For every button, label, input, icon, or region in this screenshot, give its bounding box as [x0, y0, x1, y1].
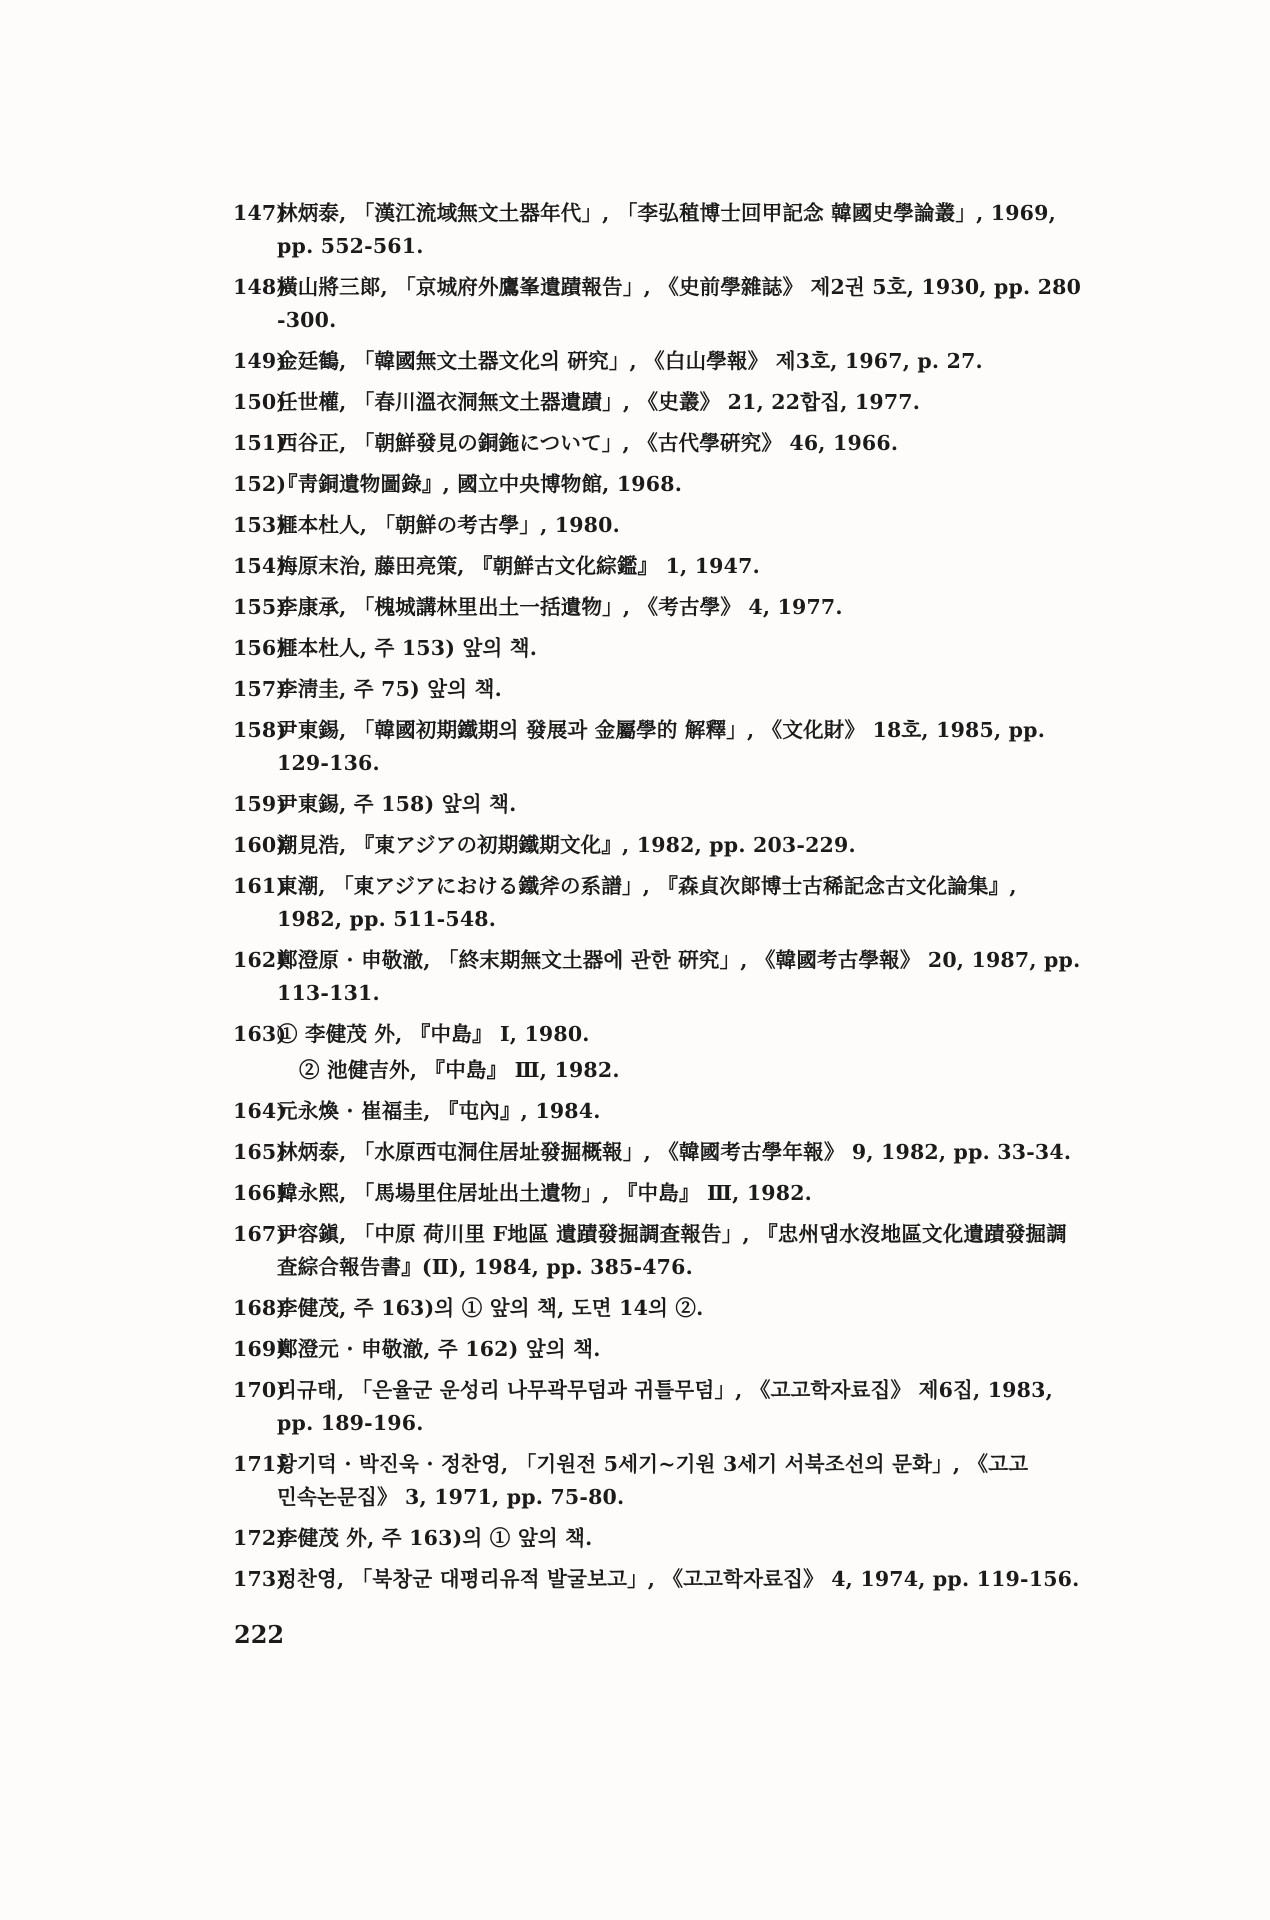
footnote-item — [233, 510, 1133, 540]
footnote-item — [233, 1178, 1133, 1208]
footnote-number: 168) — [233, 1296, 287, 1320]
footnote-continuation: pp. 189-196. — [277, 1411, 424, 1435]
footnote-item — [233, 674, 1133, 704]
footnote-number: 161) — [233, 874, 287, 898]
footnote-number: 147) — [233, 201, 287, 225]
footnote-item — [233, 1523, 1133, 1553]
footnote-number: 156) — [233, 636, 287, 660]
footnote-text: 榧本杜人, 「朝鮮の考古學」, 1980. — [277, 513, 620, 537]
footnote-text: 鄭澄原 · 申敬澈, 「終末期無文土器에 관한 硏究」, 《韓國考古學報》 20, 1987, pp. — [277, 948, 1081, 972]
footnote-item — [233, 198, 1133, 261]
footnote-item — [233, 1334, 1133, 1364]
footnote-text: 橫山將三郞, 「京城府外鷹峯遺蹟報告」, 《史前學雜誌》 제2권 5호, 1930, pp. 280 — [277, 275, 1082, 299]
footnote-number: 157) — [233, 677, 287, 701]
footnote-continuation: 査綜合報告書』(Ⅱ), 1984, pp. 385-476. — [277, 1255, 693, 1279]
footnote-number: 154) — [233, 554, 287, 578]
footnote-text: 정찬영, 「북창군 대평리유적 발굴보고」, 《고고학자료집》 4, 1974, pp. 119-156. — [277, 1567, 1080, 1591]
footnote-item — [233, 551, 1133, 581]
footnote-text: 李健茂, 주 163)의 ① 앞의 책, 도면 14의 ②. — [277, 1296, 704, 1320]
footnote-item — [233, 387, 1133, 417]
page-number: 222 — [234, 1620, 285, 1649]
footnote-continuation: pp. 552-561. — [277, 234, 424, 258]
footnote-item — [233, 1137, 1133, 1167]
footnote-number: 158) — [233, 718, 287, 742]
footnote-number: 170) — [233, 1378, 287, 1402]
footnote-text: 尹東錫, 「韓國初期鐵期의 發展과 金屬學的 解釋」, 《文化財》 18호, 1985, pp. — [277, 718, 1046, 742]
footnote-text: 韓永熙, 「馬場里住居址出土遺物」, 『中島』 Ⅲ, 1982. — [277, 1181, 813, 1205]
footnote-text: 李健茂 外, 주 163)의 ① 앞의 책. — [277, 1526, 593, 1550]
footnote-item — [233, 1219, 1133, 1282]
footnote-number: 151) — [233, 431, 287, 455]
footnote-text: ① 李健茂 外, 『中島』 Ⅰ, 1980. — [277, 1022, 590, 1046]
footnote-number: 155) — [233, 595, 287, 619]
footnote-number: 159) — [233, 792, 287, 816]
footnote-continuation: 민속논문집》 3, 1971, pp. 75-80. — [277, 1485, 625, 1509]
footnote-continuation: 129-136. — [277, 751, 380, 775]
footnote-number: 150) — [233, 390, 287, 414]
footnote-number: 163) — [233, 1022, 287, 1046]
footnote-list — [233, 198, 1133, 1605]
footnote-number: 166) — [233, 1181, 287, 1205]
footnote-text: 金廷鶴, 「韓國無文土器文化의 硏究」, 《白山學報》 제3호, 1967, p. 27. — [277, 349, 983, 373]
footnote-text: 鄭澄元 · 申敬澈, 주 162) 앞의 책. — [277, 1337, 601, 1361]
footnote-text: 『靑銅遺物圖錄』, 國立中央博物館, 1968. — [277, 472, 683, 496]
footnote-text: 리규태, 「은율군 운성리 나무곽무덤과 귀틀무덤」, 《고고학자료집》 제6집, 1983, — [277, 1378, 1053, 1402]
footnote-text: 梅原末治, 藤田亮策, 『朝鮮古文化綜鑑』 1, 1947. — [277, 554, 760, 578]
footnote-item — [233, 1449, 1133, 1512]
footnote-text: 李康承, 「槐城講林里出土一括遺物」, 《考古學》 4, 1977. — [277, 595, 843, 619]
footnote-text: 李淸圭, 주 75) 앞의 책. — [277, 677, 502, 701]
footnote-number: 148) — [233, 275, 287, 299]
footnote-number: 153) — [233, 513, 287, 537]
footnote-subitem: ② 池健吉外, 『中島』 Ⅲ, 1982. — [299, 1058, 620, 1082]
footnote-number: 172) — [233, 1526, 287, 1550]
footnote-item — [233, 945, 1133, 1008]
footnote-item — [233, 428, 1133, 458]
footnote-number: 169) — [233, 1337, 287, 1361]
footnote-item — [233, 1564, 1133, 1594]
footnote-text: 황기덕 · 박진욱 · 정찬영, 「기원전 5세기~기원 3세기 서북조선의 문화」, 《고고 — [277, 1452, 1029, 1476]
footnote-item — [233, 1096, 1133, 1126]
footnote-item — [233, 633, 1133, 663]
footnote-text: 東潮, 「東アジアにおける鐵斧の系譜」, 『森貞次郞博士古稀記念古文化論集』, — [277, 874, 1017, 898]
footnote-text: 尹東錫, 주 158) 앞의 책. — [277, 792, 517, 816]
footnote-number: 152) — [233, 472, 287, 496]
footnote-item — [233, 1375, 1133, 1438]
footnote-number: 162) — [233, 948, 287, 972]
footnote-number: 171) — [233, 1452, 287, 1476]
footnote-continuation: 1982, pp. 511-548. — [277, 907, 497, 931]
footnote-number: 173) — [233, 1567, 287, 1591]
footnote-text: 榧本杜人, 주 153) 앞의 책. — [277, 636, 538, 660]
footnote-continuation: 113-131. — [277, 981, 380, 1005]
footnote-text: 林炳泰, 「漢江流域無文土器年代」, 「李弘稙博士回甲記念 韓國史學論叢」, 1969, — [277, 201, 1056, 225]
footnote-text: 任世權, 「春川溫衣洞無文土器遺蹟」, 《史叢》 21, 22합집, 1977. — [277, 390, 921, 414]
footnote-text: 尹容鎭, 「中原 荷川里 F地區 遺蹟發掘調査報告」, 『忠州댐水沒地區文化遺蹟發掘調 — [277, 1222, 1067, 1246]
footnote-item — [233, 346, 1133, 376]
footnote-item — [233, 871, 1133, 934]
footnote-item — [233, 272, 1133, 335]
footnote-number: 149) — [233, 349, 287, 373]
footnote-number: 164) — [233, 1099, 287, 1123]
footnote-item — [233, 1293, 1133, 1323]
footnote-item — [233, 830, 1133, 860]
footnote-item — [233, 715, 1133, 778]
footnote-item — [233, 1019, 1133, 1085]
footnote-number: 167) — [233, 1222, 287, 1246]
footnote-number: 165) — [233, 1140, 287, 1164]
footnote-continuation: -300. — [277, 308, 337, 332]
footnote-text: 潮見浩, 『東アジアの初期鐵期文化』, 1982, pp. 203-229. — [277, 833, 856, 857]
footnote-item — [233, 469, 1133, 499]
footnote-number: 160) — [233, 833, 287, 857]
footnote-item — [233, 789, 1133, 819]
footnote-item — [233, 592, 1133, 622]
footnote-text: 西谷正, 「朝鮮發見の銅鉇について」, 《古代學硏究》 46, 1966. — [277, 431, 899, 455]
footnote-text: 元永煥 · 崔福圭, 『屯內』, 1984. — [277, 1099, 601, 1123]
footnote-text: 林炳泰, 「水原西屯洞住居址發掘概報」, 《韓國考古學年報》 9, 1982, pp. 33-34. — [277, 1140, 1072, 1164]
